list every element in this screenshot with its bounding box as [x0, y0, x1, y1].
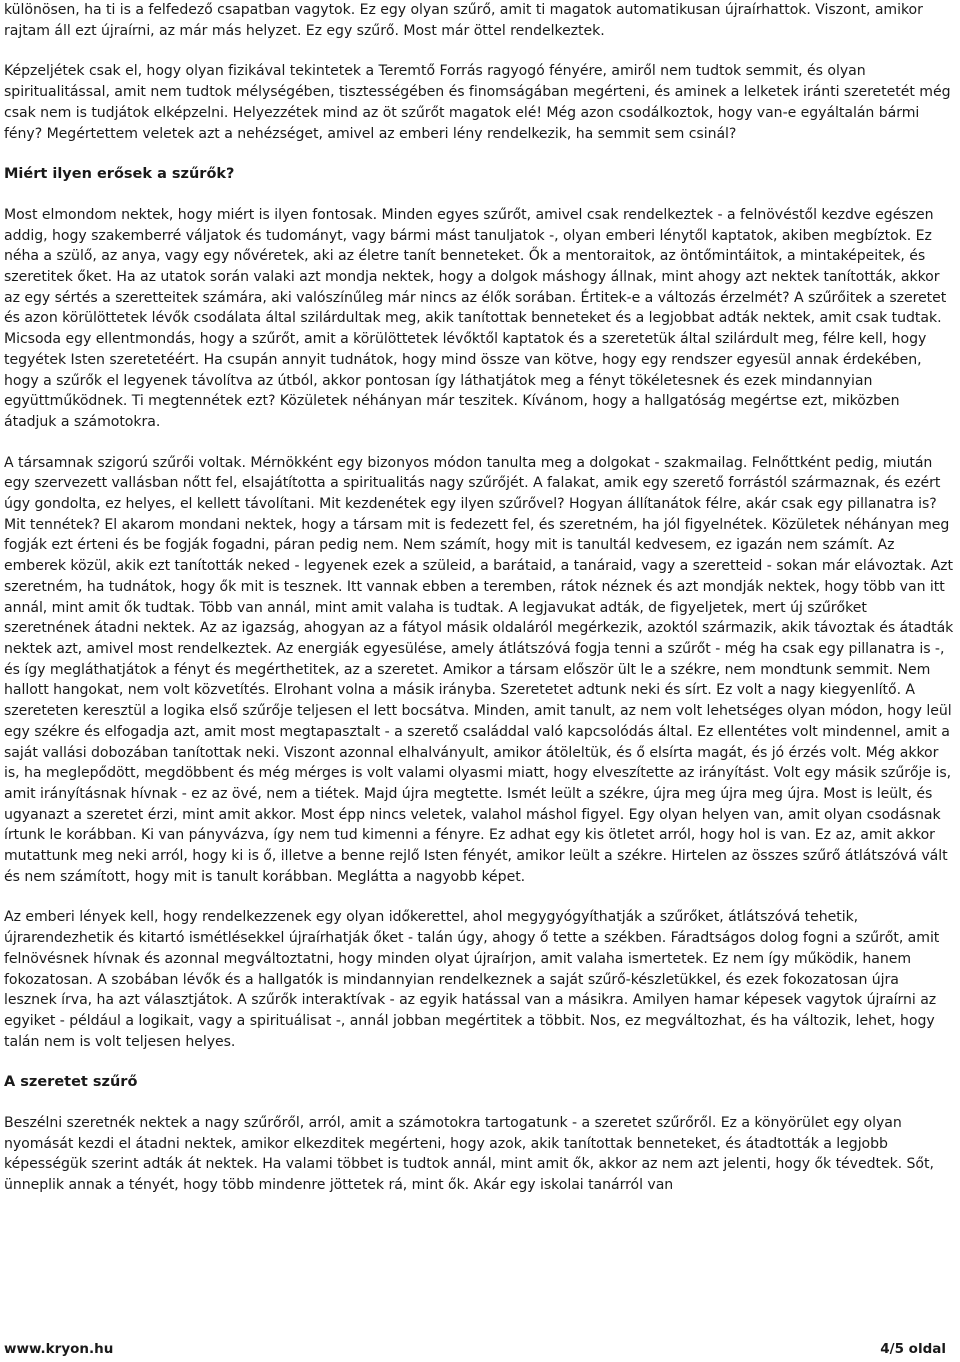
paragraph-timeframe: Az emberi lények kell, hogy rendelkezzenek egy olyan időkerettel, ahol megygyógyíthatják a szűrőket, átlátszóvá tehetik, újrarendezhetik és kitartó ismétlésekkel újraírhatják őket - talán úgy, ahogy ő tette a székben. Fáradtságos dolog fogni a szűrőt, amit felnövésnek hívnak és azonnal megváltoztatni, hogy minden olyat újraírjon, amit valaha ismertetek. Ez nem így működik, hanem fokozatosan. A szobában lévők és a hallgatók is mindannyian rendelkeznek a saját szűrő-készletükkel, és ezek fokozatosan újra lesznek írva, ha azt választjátok. A szűrők interaktívak - az egyik hatással van a másikra. Amilyen hamar képesek vagytok újraírni az egyiket - például a logikait, vagy a spirituálisat -, annál jobban megértitek a többit. Nos, ez megváltozhat, és ha változik, lehet, hogy talán nem is volt teljesen helyes.: [4, 909, 940, 1050]
footer-page-number: 4/5 oldal: [880, 1341, 946, 1357]
paragraph-why-important: Most elmondom nektek, hogy miért is ilyen fontosak. Minden egyes szűrőt, amivel csak rendelkeztek - a felnövéstől kezdve egészen addig, hogy szakemberré váljatok és tudományt, vagy bármi mást tanuljatok -, olyan emberi lénytől kaptatok, akiben megbíztok. Ez néha a szülő, az anya, vagy egy nővéretek, aki az életre tanít benneteket. Ők a mentoraitok, az öntőmintáitok, a mintaképeitek, és szeretitek őket. Ha az utatok során valaki azt mondja nektek, hogy a dolgok máshogy állnak, mint ahogy azt nektek tanították, akkor az egy sértés a szeretteitek számára, aki valószínűleg már nincs az élők sorában. Értitek-e a változás érzelmét? A szűrőitek a szeretet és azon körülöttetek lévők csodálata által szilárdultak meg, akik tanítottak benneteket és a legjobbat adták nektek, amit csak tudtak. Micsoda egy ellentmondás, hogy a szűrőt, amit a körülöttetek lévőktől kaptatok és a szeretetük által szilárdult meg, félre kell, hogy tegyétek Isten szeretetéért. Ha csupán annyit tudnátok, hogy mind össze van kötve, hogy egy rendszer egyesül annak érdekében, hogy a szűrők el legyenek távolítva az útból, akkor pontosan így láthatjátok meg a fényt tökéletesnek és ezek mindannyian együttműködnek. Ti megtennétek ezt? Közületek néhányan már teszitek. Kívánom, hogy a hallgatóság megértse ezt, miközben átadjuk a számotokra.: [4, 206, 947, 430]
paragraph-partner: A társamnak szigorú szűrői voltak. Mérnökként egy bizonyos módon tanulta meg a dolgokat - szakmailag. Felnőttként pedig, miután egy szervezett vallásban nőtt fel, elsajátította a spiritualitás nagy szűrőjét. A falakat, amik egy szerető forrástól származnak, és ezért úgy gondolta, ez helyes, el kellett távolítani. Mit kezdenétek egy ilyen szűrővel? Hogyan állítanátok félre, akár csak egy pillanatra is? Mit tennétek? El akarom mondani nektek, hogy a társam mit is fedezett fel, és szeretném, ha jól figyelnétek. Közületek néhányan meg fogják ezt érteni és be fogják fogadni, páran pedig nem. Nem számít, hogy mit is tanultál kedvesem, ez igazán nem számít. Az emberek közül, akik ezt tanították neked - legyenek ezek a szüleid, a barátaid, a tanáraid, vagy a szeretteid - sokan már elávoztak. Azt szeretném, ha tudnátok, hogy ők mit is tesznek. Itt vannak ebben a teremben, rátok néznek és azt mondják nektek, hogy több van itt annál, mint amit ők tudtak. Több van annál, mint amit valaha is tudtak. A legjavukat adták, de figyeljetek, mert új szűrőket szeretnének átadni nektek. Az az igazság, ahogyan az a fátyol másik oldaláról megérkezik, azoktól származik, akik távoztak és átadták nektek azt, amivel most rendelkeztek. Az energiák egyesülése, amely átlátszóvá fogja tenni a szűrőt - még ha csak egy pillanatra is -, és így megláthatjátok a fényt és megérthetitek, az a szeretet. Amikor a társam először ült le a székre, nem mondtunk semmit. Nem hallott hangokat, nem volt közvetítés. Elrohant volna a másik irányba. Szeretetet adtunk neki és sírt. Ez volt a nagy kiegyenlítő. A szereteten keresztül a logika első szűrője teljesen el lett bocsátva. Minden, amit tanult, az nem volt lehetséges olyan módon, hogy leül egy székre és elfogadja azt, amit most megtapasztalt - a szerető családdal való kapcsolódás által. Ez ellentétes volt mindennel, amit a saját vallási dobozában tanítottak neki. Viszont azonnal elhalványult, amikor átöleltük, és ő elsírta magát, és jó érzés volt. Még akkor is, ha meglepődött, megdöbbent és még mérges is volt valami olyasmi miatt, hogy elveszítette az irányítást. Volt egy másik szűrője is, amit irányításnak hívnak - ez az övé, nem a tiétek. Majd újra megtette. Ismét leült a székre, újra meg újra meg újra. Most is leült, és ugyanazt a szeretet érzi, mint amit akkor. Most épp nincs veletek, valahol máshol figyel. Egy olyan helyen van, amit olyan csodásnak írtunk le korábban. Ki van pányvázva, így nem tud kimenni a fényre. Ez adhat egy kis ötletet arról, hogy hol is van. Ez az, amit akkor mutattunk meg neki arról, hogy ki is ő, illetve a benne rejlő Isten fényét, amikor leült a székre. Hirtelen az összes szűrő átlátszóvá vált és nem számított, hogy mit is tanult korábban. Meglátta a nagyobb képet.: [4, 454, 954, 885]
footer-site: www.kryon.hu: [4, 1341, 114, 1357]
paragraph-imagine: Képzeljétek csak el, hogy olyan fizikával tekintetek a Teremtő Forrás ragyogó fényére, amiről nem tudtok semmit, és olyan spiritualitással, amit nem tudtok mélységében, tisztességében és finomságában megérteni, és aminek a lelketek iránti szeretetét még csak nem is tudjátok elképzelni. Helyezzétek mind az öt szűrőt magatok elé! Még azon csodálkoztok, hogy van-e egyáltalán bármi fény? Megértettem veletek azt a nehézséget, amivel az emberi lény rendelkezik, ha semmit sem csinál?: [4, 63, 951, 142]
heading-why-filters-strong: Miért ilyen erősek a szűrők?: [4, 166, 235, 183]
paragraph-love-filter: Beszélni szeretnék nektek a nagy szűrőről, arról, amit a számotokra tartogatunk - a szeretet szűrőről. Ez a könyörület egy olyan nyomását kezdi el átadni nektek, amikor elkezditek megérteni, hogy azok, akik tanítottak benneteket, és átadtották a legjobb képességük szerint adták át nektek. Ha valami többet is tudtok annál, mint amit ők, akkor az nem azt jelenti, hogy ők tévedtek. Sőt, ünneplik annak a tényét, hogy több mindenre jöttetek rá, mint ők. Akár egy iskolai tanárról van: [4, 1115, 934, 1194]
paragraph-intro: különösen, ha ti is a felfedező csapatban vagytok. Ez egy olyan szűrő, amit ti magatok automatikusan újraírhattok. Viszont, amikor rajtam áll ezt újraírni, az már más helyzet. Ez egy szűrő. Most már öttel rendelkeztek.: [4, 2, 923, 39]
page-footer: [4, 1341, 946, 1359]
heading-love-filter: A szeretet szűrő: [4, 1074, 138, 1091]
document-page: [4, 0, 956, 1196]
